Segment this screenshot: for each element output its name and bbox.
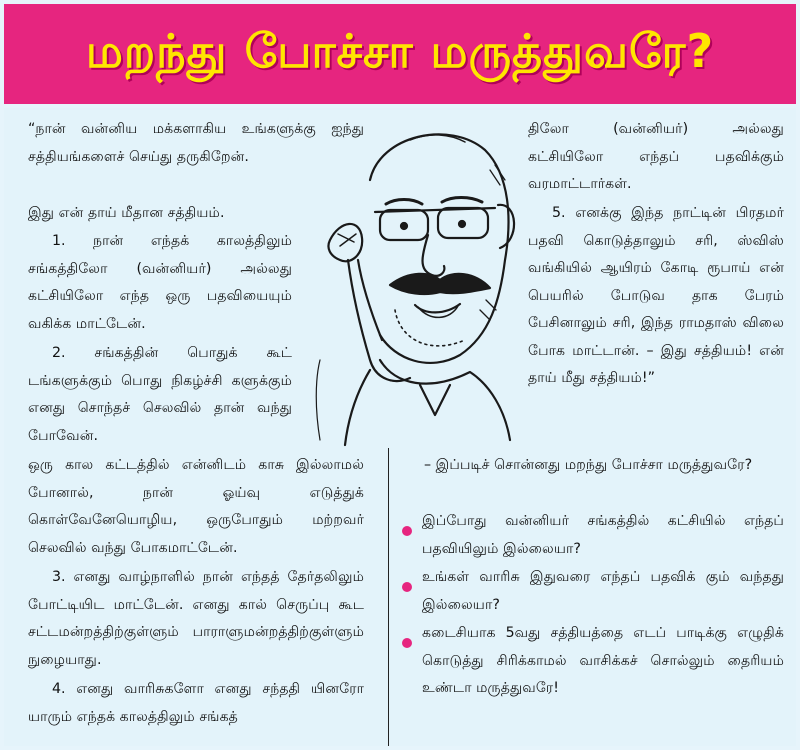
bullet-item-3: கடைசியாக 5வது சத்தியத்தை எடப் பாடிக்கு எழுதிக் கொடுத்து சிரிக்காமல் வாசிக்கச் சொல்லும் தைரியம் உண்டா மருத்துவரே! <box>422 625 784 696</box>
right-paragraph-3: – இப்படிச் சொன்னது மறந்து போச்சா மருத்துவரே? <box>424 457 753 473</box>
bullet-dot-1 <box>402 526 412 536</box>
caricature-illustration <box>300 110 524 450</box>
left-paragraph-6: 3. எனது வாழ்நாளில் நான் எந்தத் தேர்தலிலும் போட்டியிட மாட்டேன். எனது கால் செருப்பு கூட சட்டமன்றத்திற்குள்ளும் பாராளுமன்றத்திற்குள்ளும் நுழையாது. <box>28 569 364 668</box>
bullet-item-1: இப்போது வன்னியர் சங்கத்தில் கட்சியில் எந்தப் பதவியிலும் இல்லையா? <box>422 513 784 557</box>
column-divider <box>388 448 389 746</box>
right-paragraph-1: திலோ (வன்னியர்) அல்லது கட்சியிலோ எந்தப் பதவிக்கும் வரமாட்டார்கள். <box>528 121 784 192</box>
bullet-dot-2 <box>402 582 412 592</box>
left-paragraph-7: 4. எனது வாரிசுகளோ எனது சந்ததி யினரோ யாரும் எந்தக் காலத்திலும் சங்கத் <box>28 681 364 725</box>
bullet-dot-3 <box>402 638 412 648</box>
left-paragraph-5: ஒரு கால கட்டத்தில் என்னிடம் காசு இல்லாமல் போனால், நான் ஓய்வு எடுத்துக் கொள்வேனேயொழிய, ஒருபோதும் மற்றவர் செலவில் வந்து போகமாட்டேன். <box>28 457 364 556</box>
right-paragraph-2: 5. எனக்கு இந்த நாட்டின் பிரதமர் பதவி கொடுத்தாலும் சரி, ஸ்விஸ் வங்கியில் ஆயிரம் கோடி ரூபாய் என் பெயரில் போடுவ தாக பேரம் பேசினாலும் சரி, இந்த ராமதாஸ் விலை போக மாட்டான். – இது சத்தியம்! என் தாய் மீது சத்தியம்!” <box>528 205 784 386</box>
bullet-item-2: உங்கள் வாரிசு இதுவரை எந்தப் பதவிக் கும் வந்தது இல்லையா? <box>422 569 784 613</box>
left-paragraph-1: “நான் வன்னிய மக்களாகிய உங்களுக்கு ஐந்து சத்தியங்களைச் செய்து தருகிறேன். <box>28 121 364 165</box>
left-paragraph-2: இது என் தாய் மீதான சத்தியம். <box>28 205 225 221</box>
article-body <box>4 108 796 746</box>
left-paragraph-3: 1. நான் எந்தக் காலத்திலும் சங்கத்திலோ (வன்னியர்) அல்லது கட்சியிலோ எந்த ஒரு பதவியையும் வகிக்க மாட்டேன். <box>28 233 292 332</box>
left-paragraph-4: 2. சங்கத்தின் பொதுக் கூட் டங்களுக்கும் பொது நிகழ்ச்சி களுக்கும் எனது சொந்தச் செலவில் தான் வந்து போவேன். <box>28 345 292 444</box>
headline: மறந்து போச்சா மருத்துவரே? <box>85 23 715 78</box>
headline-banner <box>4 4 796 104</box>
